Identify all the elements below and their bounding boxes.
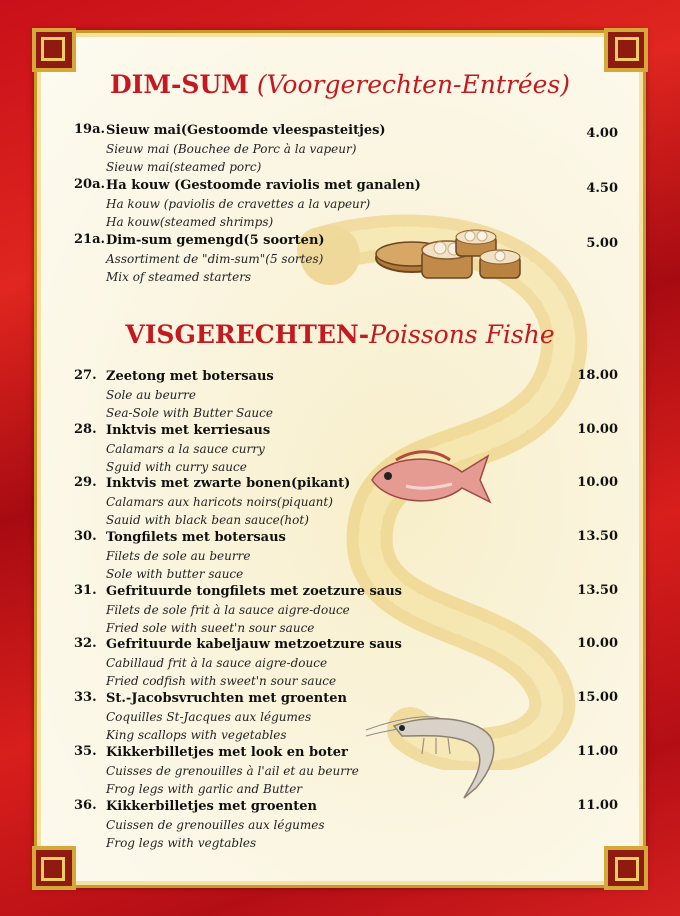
item-price: 4.00 — [586, 126, 618, 141]
item-name: Kikkerbilletjes met groenten — [106, 798, 317, 814]
item-name: Dim-sum gemengd(5 soorten) — [106, 233, 325, 248]
menu-item — [74, 798, 618, 852]
item-number: 20a. — [74, 177, 106, 192]
fish-title-sub: Poissons Fishe — [369, 320, 555, 349]
fish-image — [366, 446, 496, 512]
item-desc-fr: Cuisses de grenouilles à l'ail et au beurre — [106, 763, 359, 778]
corner-ornament-top-left — [32, 28, 76, 72]
menu-item — [74, 368, 618, 422]
item-name: Kikkerbilletjes met look en boter — [106, 744, 348, 760]
dimsum-list — [74, 122, 618, 287]
item-desc-fr: Coquilles St-Jacques aux légumes — [106, 710, 312, 725]
item-price: 11.00 — [577, 743, 618, 759]
menu-item — [74, 690, 618, 744]
menu-item — [74, 232, 618, 287]
item-price: 11.00 — [577, 797, 618, 813]
item-number: 29. — [74, 475, 97, 491]
item-price: 5.00 — [586, 236, 618, 251]
item-price: 10.00 — [577, 636, 618, 652]
item-desc-fr: Sole au beurre — [106, 388, 196, 402]
item-price: 10.00 — [577, 421, 618, 437]
item-desc-fr: Calamars aux haricots noirs(piquant) — [106, 495, 333, 510]
item-desc-fr: Ha kouw (paviolis de cravettes a la vapeur) — [106, 197, 371, 211]
item-number: 21a. — [74, 232, 106, 247]
item-desc-en: Sguid with curry sauce — [106, 459, 247, 474]
shrimp-image — [364, 702, 504, 802]
item-number: 27. — [74, 368, 97, 383]
item-desc-fr: Calamars a la sauce curry — [106, 441, 265, 456]
item-number: 30. — [74, 529, 97, 545]
item-name: Gefrituurde tongfilets met zoetzure saus — [106, 583, 403, 599]
menu-item — [74, 583, 618, 637]
menu-item — [74, 177, 618, 232]
menu-item — [74, 422, 618, 476]
item-name: Gefrituurde kabeljauw metzoetzure saus — [106, 637, 402, 653]
item-name: Sieuw mai(Gestoomde vleespasteitjes) — [106, 123, 386, 138]
item-desc-fr: Sieuw mai (Bouchee de Porc à la vapeur) — [106, 142, 357, 156]
item-desc-fr: Filets de sole au beurre — [106, 549, 251, 564]
item-desc-fr: Filets de sole frit à la sauce aigre-douce — [106, 602, 350, 617]
item-desc-en: Sea-Sole with Butter Sauce — [106, 406, 273, 420]
item-price: 18.00 — [577, 368, 618, 383]
corner-ornament-bottom-right — [604, 846, 648, 890]
fish-title-main: VISGERECHTEN- — [125, 320, 370, 349]
item-name: Inktvis met zwarte bonen(pikant) — [106, 476, 351, 492]
item-name: Tongfilets met botersaus — [106, 530, 286, 546]
item-desc-en: Ha kouw(steamed shrimps) — [106, 215, 274, 229]
item-price: 4.50 — [586, 181, 618, 196]
corner-ornament-bottom-left — [32, 846, 76, 890]
item-number: 28. — [74, 421, 97, 437]
item-price: 13.50 — [577, 582, 618, 598]
item-desc-en: Sieuw mai(steamed porc) — [106, 160, 262, 174]
menu-item — [74, 122, 618, 177]
item-desc-en: Fried codfish with sweet'n sour sauce — [106, 674, 337, 689]
item-number: 36. — [74, 797, 97, 813]
menu-item — [74, 636, 618, 690]
item-price: 13.50 — [577, 529, 618, 545]
menu-item — [74, 529, 618, 583]
item-number: 33. — [74, 690, 97, 706]
item-desc-en: Sole with butter sauce — [106, 567, 244, 582]
item-price: 10.00 — [577, 475, 618, 491]
menu-item — [74, 744, 618, 798]
item-desc-en: Mix of steamed starters — [106, 270, 252, 284]
fish-section-title — [0, 320, 680, 349]
item-number: 19a. — [74, 122, 106, 137]
item-price: 15.00 — [577, 690, 618, 706]
item-desc-en: Frog legs with garlic and Butter — [106, 781, 303, 796]
item-desc-en: Fried sole with sueet'n sour sauce — [106, 620, 315, 635]
item-number: 35. — [74, 743, 97, 759]
item-name: St.-Jacobsvruchten met groenten — [106, 691, 347, 707]
item-desc-fr: Cuissen de grenouilles aux légumes — [106, 817, 325, 832]
corner-ornament-top-right — [604, 28, 648, 72]
item-desc-fr: Cabillaud frit à la sauce aigre-douce — [106, 656, 328, 671]
item-name: Ha kouw (Gestoomde raviolis met ganalen) — [106, 178, 421, 193]
dimsum-title-sub: (Voorgerechten-Entrées) — [256, 70, 571, 99]
dimsum-title-main: DIM-SUM — [109, 70, 249, 99]
menu-item — [74, 475, 618, 529]
item-desc-en: Frog legs with vegtables — [106, 835, 257, 850]
item-desc-en: King scallops with vegetables — [106, 728, 287, 743]
dimsum-section-title — [0, 70, 680, 99]
dimsum-baskets-image — [372, 228, 528, 294]
item-number: 31. — [74, 582, 97, 598]
item-number: 32. — [74, 636, 97, 652]
fish-list — [74, 368, 618, 851]
item-desc-en: Sauid with black bean sauce(hot) — [106, 513, 309, 528]
item-name: Zeetong met botersaus — [106, 369, 274, 384]
item-name: Inktvis met kerriesaus — [106, 422, 271, 438]
item-desc-fr: Assortiment de "dim-sum"(5 sortes) — [106, 252, 324, 266]
